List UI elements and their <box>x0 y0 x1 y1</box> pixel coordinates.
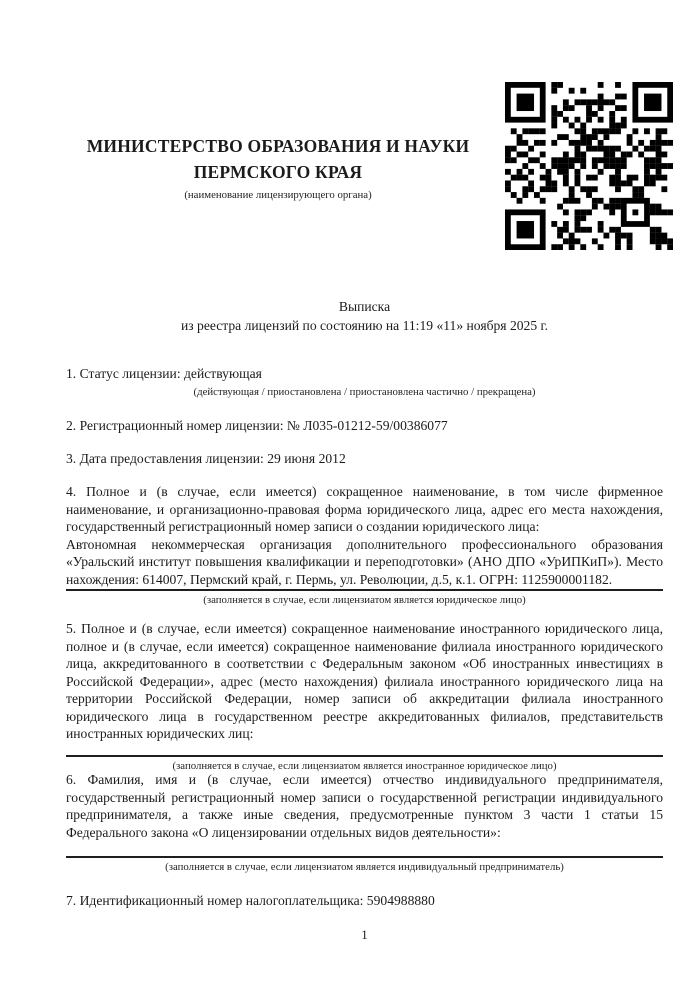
qr-code-image <box>505 82 673 250</box>
item-4-caption: (заполняется в случае, если лицензиатом является юридическое лицо) <box>203 594 526 606</box>
item-5-label: 5. Полное и (в случае, если имеется) сокращенное наименование иностранного юридического лица, полное и (в случае, если имеется) сокращенное наименование филиала иностранного юридического лица, аккредитованного в соответствии с Федеральным законом «Об иностранных инвестициях в Российской Федерации», адрес (место нахождения) филиала иностранного юридического лица на территории Российской Федерации, номер записи об аккредитации филиала иностранного юридического лица в государственном реестре аккредитованных филиалов, представительств иностранных юридических лиц: <box>66 621 663 741</box>
item-5-foreign-entity <box>66 620 663 773</box>
item-3-text: 3. Дата предоставления лицензии: 29 июня 2012 <box>66 451 346 466</box>
item-4-value: Автономная некоммерческая организация дополнительного профессионального образования «Уральский институт повышения квалификации и переподготовки» (АНО ДПО «УрИПКиП»). Место нахождения: 614007, Пермский край, г. Пермь, ул. Революции, д.5, к.1. ОГРН: 1125900001182. <box>66 536 663 587</box>
item-1-caption: (действующая / приостановлена / приостановлена частично / прекращена) <box>193 385 536 398</box>
page-number: 1 <box>361 927 368 942</box>
item-1-text: 1. Статус лицензии: действующая <box>66 366 262 381</box>
item-7-taxpayer-number <box>66 892 663 910</box>
qr-code <box>505 82 673 250</box>
item-6-label: 6. Фамилия, имя и (в случае, если имеется) отчество индивидуального предпринимателя, государственный регистрационный номер записи о государственной регистрации индивидуального предпринимателя, а также иные сведения, предусмотренные пунктом 3 части 1 статьи 15 Федерального закона «О лицензировании отдельных видов деятельности»: <box>66 772 663 840</box>
item-5-underline <box>66 755 663 757</box>
item-6-caption: (заполняется в случае, если лицензиатом является индивидуальный предприниматель) <box>165 861 564 873</box>
item-6-underline <box>66 856 663 858</box>
item-7-text: 7. Идентификационный номер налогоплательщика: 5904988880 <box>66 893 435 908</box>
item-2-registration-number <box>66 417 663 435</box>
document-title-block <box>66 297 663 335</box>
ministry-name-line2: ПЕРМСКОГО КРАЯ <box>193 162 363 182</box>
item-5-caption: (заполняется в случае, если лицензиатом является иностранное юридическое лицо) <box>172 759 557 772</box>
licensing-authority-header <box>66 133 490 202</box>
ministry-caption: (наименование лицензирующего органа) <box>184 189 372 201</box>
item-6-individual-entrepreneur <box>66 771 663 874</box>
document-title: Выписка <box>338 299 391 314</box>
item-4-label: 4. Полное и (в случае, если имеется) сокращенное наименование, в том числе фирменное наименование, и организационно-правовая форма юридического лица, адрес его места нахождения, государственный регистрационный номер записи о создании юридического лица: <box>66 484 663 534</box>
item-2-text: 2. Регистрационный номер лицензии: № Л035-01212-59/00386077 <box>66 418 448 433</box>
item-1-license-status <box>66 365 663 399</box>
item-4-legal-entity <box>66 483 663 607</box>
document-subtitle: из реестра лицензий по состоянию на 11:19 «11» ноября 2025 г. <box>180 318 548 333</box>
item-3-license-date <box>66 450 663 468</box>
ministry-name-line1: МИНИСТЕРСТВО ОБРАЗОВАНИЯ И НАУКИ <box>86 136 470 156</box>
item-4-underline <box>66 589 663 591</box>
